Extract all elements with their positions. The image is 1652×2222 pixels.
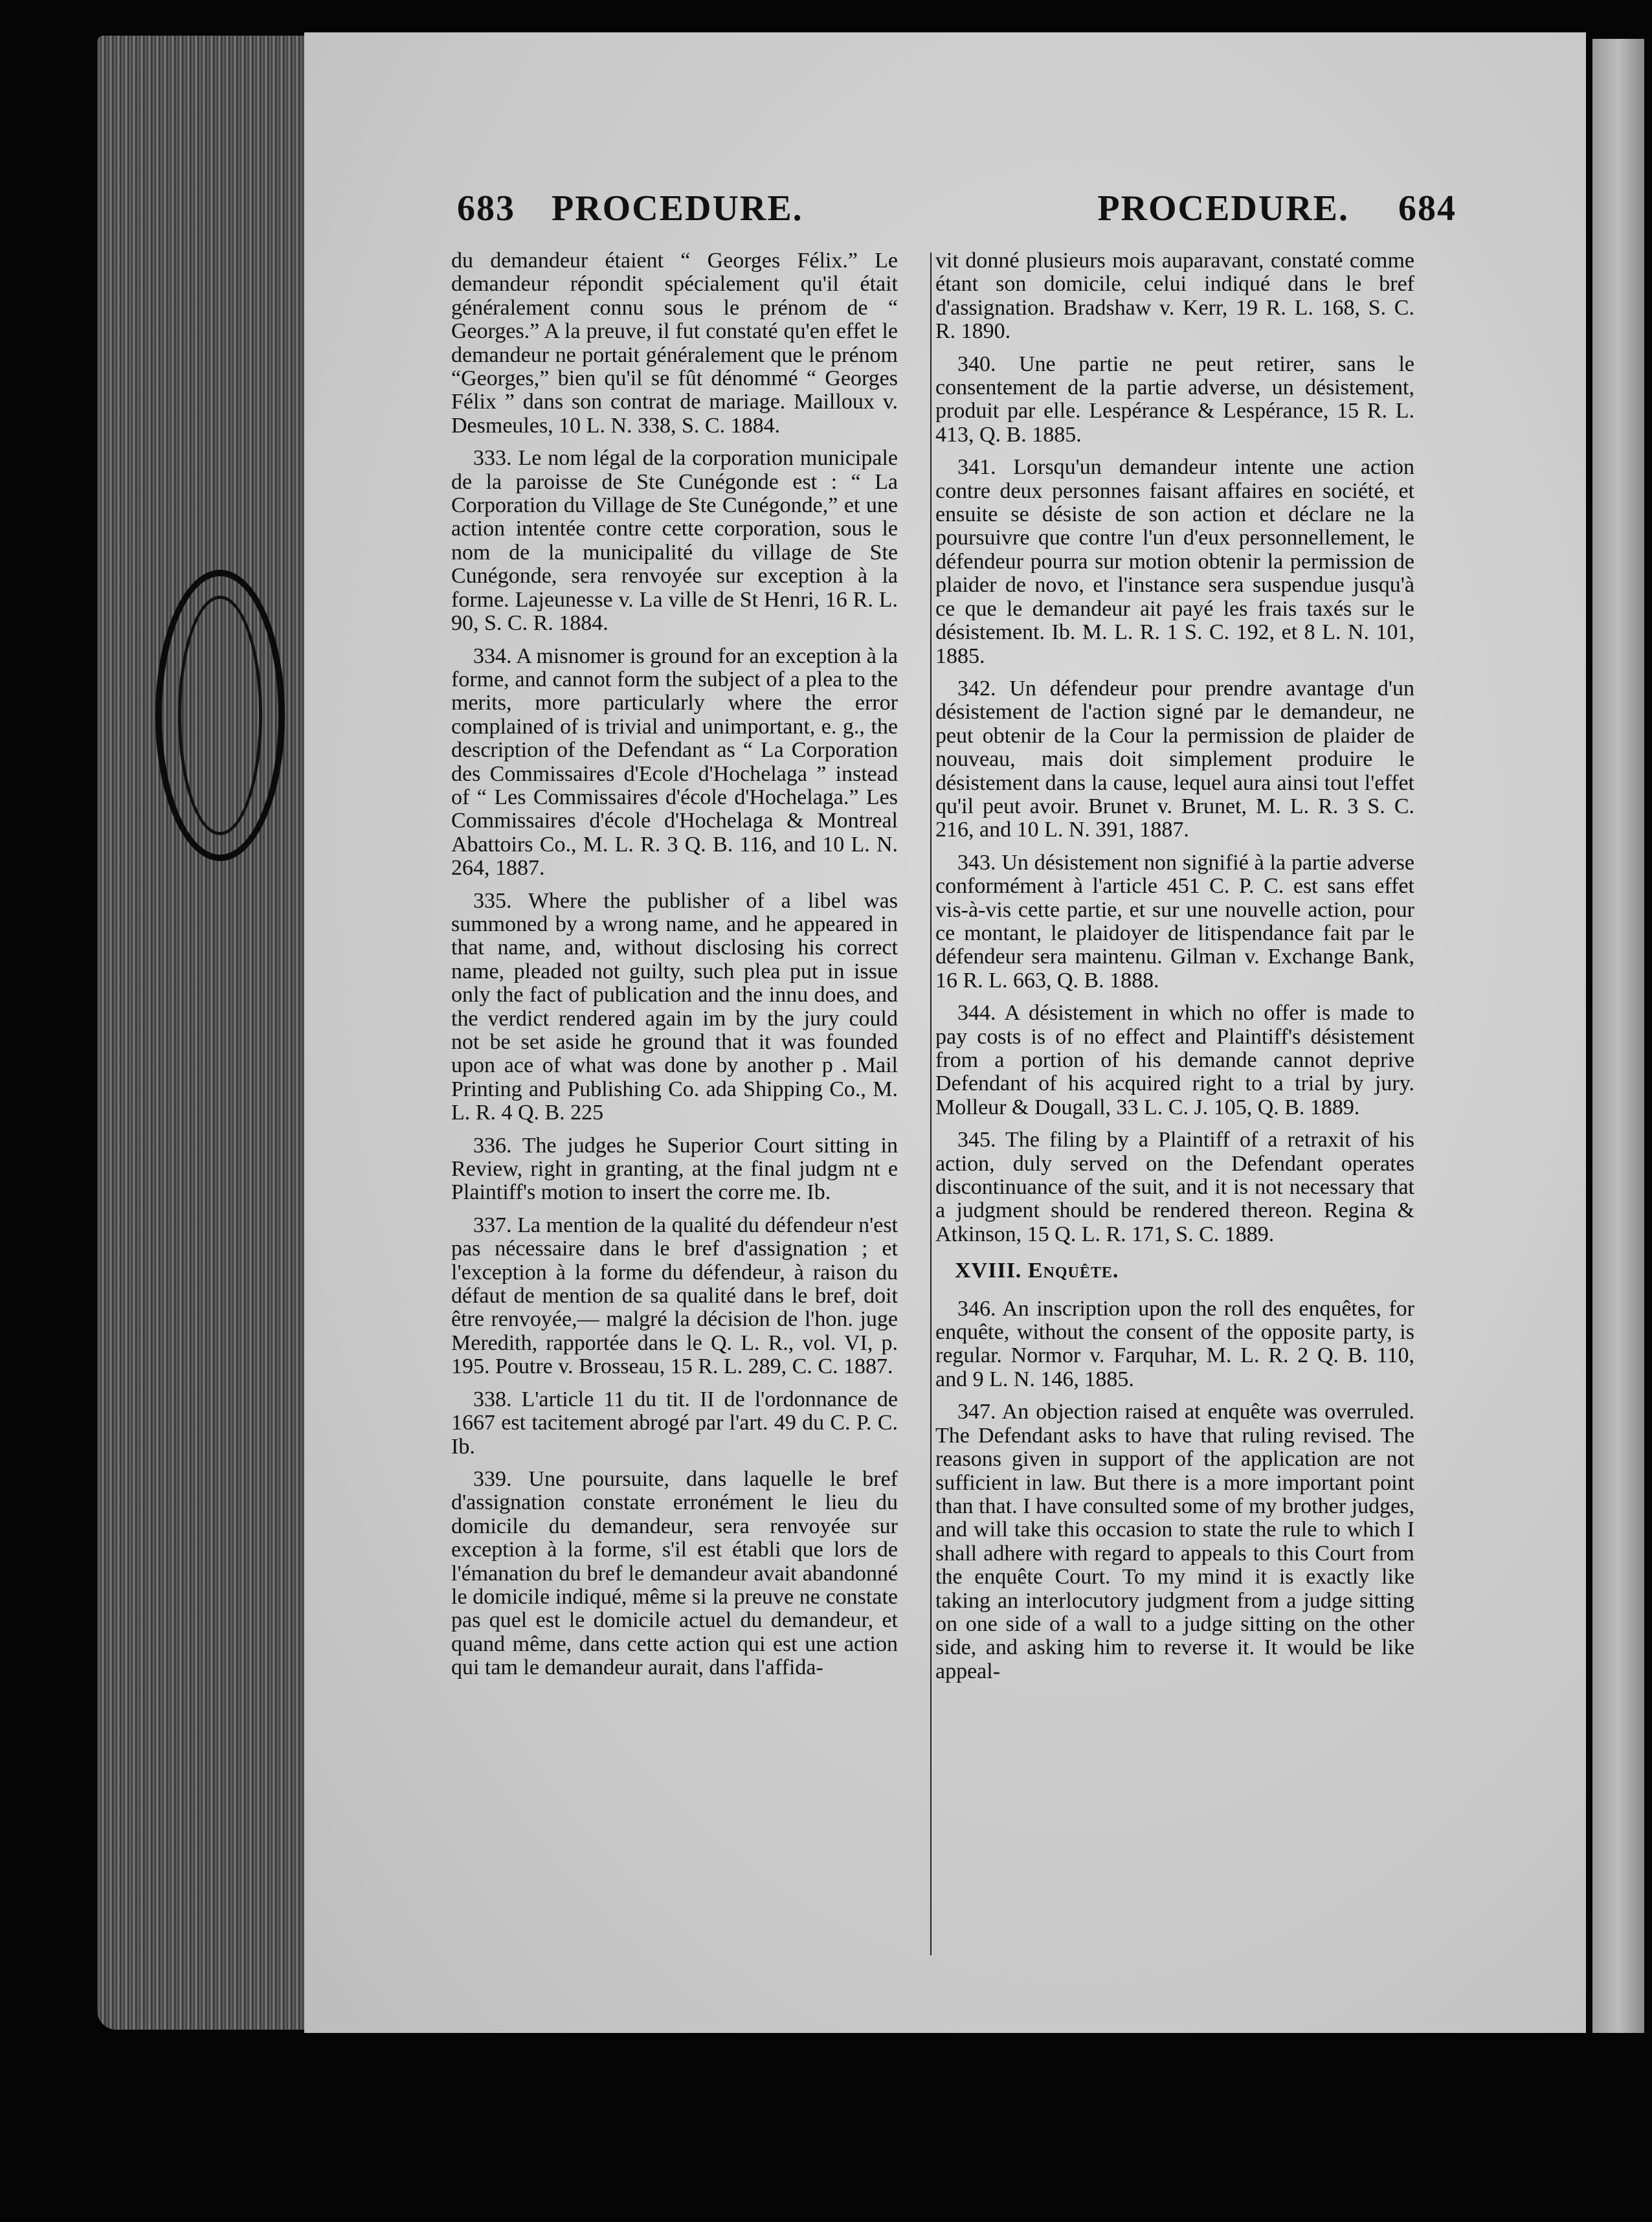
paragraph-345: 345. The filing by a Plaintiff of a retraxit of his action, duly served on the Defendant operates discontinuance of the suit, and it is not necessary that a judgment should be rendered thereon. Regina & Atkinson, 15 Q. L. R. 171, S. C. 1889. (935, 1128, 1414, 1246)
paragraph-338: 338. L'article 11 du tit. II de l'ordonnance de 1667 est tacitement abrogé par l'art. 49 du C. P. C. Ib. (451, 1387, 898, 1459)
right-page-number: 684 (1398, 188, 1457, 229)
right-text-column (935, 249, 1414, 1692)
left-running-title: PROCEDURE. (552, 188, 803, 229)
paragraph-347: 347. An objection raised at enquête was overruled. The Defendant asks to have that ruling revised. The reasons given in support of the application are not sufficient in law. But there is a more important point than that. I have consulted some of my brother judges, and will take this occasion to state the rule to which I shall adhere with regard to appeals to this Court from the enquête Court. To my mind it is exactly like taking an interlocutory judgment from a judge sitting on one side of a wall to a judge sitting on the other side, and asking him to reverse it. It would be like appeal- (935, 1400, 1414, 1683)
next-page-edge (1592, 39, 1644, 2033)
library-stamp (155, 570, 285, 861)
paragraph-334: 334. A misnomer is ground for an exception à la forme, and cannot form the subject of a plea to the merits, more particularly where the error complained of is trivial and unimportant, e. g., the description of the Defendant as “ La Corporation des Commissaires d'Ecole d'Hochelaga ” instead of “ Les Commissaires d'école d'Hochelaga.” Les Commissaires d'école d'Hochelaga & Montreal Abattoirs Co., M. L. R. 3 Q. B. 116, and 10 L. N. 264, 1887. (451, 644, 898, 881)
right-running-title: PROCEDURE. (1097, 188, 1349, 229)
section-heading (935, 1259, 1414, 1283)
section-number: XVIII. (955, 1259, 1022, 1283)
paragraph-333: 333. Le nom légal de la corporation municipale de la paroisse de Ste Cunégonde est : “ La Corporation du Village de Ste Cunégonde,” et une action intentée contre cette corporation, sous le nom de la municipalité du village de Ste Cunégonde, sera renvoyée sur exception à la forme. Lajeunesse v. La ville de St Henri, 16 R. L. 90, S. C. R. 1884. (451, 446, 898, 636)
paragraph-344: 344. A désistement in which no offer is made to pay costs is of no effect and Plaintiff's désistement from a portion of his demande cannot deprive Defendant of his acquired right to a trial by jury. Molleur & Dougall, 33 L. C. J. 105, Q. B. 1889. (935, 1001, 1414, 1119)
paragraph-340: 340. Une partie ne peut retirer, sans le consentement de la partie adverse, un désistement, produit par elle. Lespérance & Lespérance, 15 R. L. 413, Q. B. 1885. (935, 352, 1414, 447)
paragraph-336: 336. The judges he Superior Court sitting in Review, right in granting, at the final judgm nt e Plaintiff's motion to insert the corre me. Ib. (451, 1133, 898, 1205)
paragraph-339-continued: vit donné plusieurs mois auparavant, constaté comme étant son domicile, celui indiqué dans le bref d'assignation. Bradshaw v. Kerr, 19 R. L. 168, S. C. R. 1890. (935, 249, 1414, 344)
paragraph-341: 341. Lorsqu'un demandeur intente une action contre deux personnes faisant affaires en société, et ensuite se désiste de son action et déclare ne la poursuivre que contre l'un d'eux personnellement, le défendeur pourra sur motion obtenir la permission de plaider de novo, et l'instance sera suspendue jusqu'à ce que le demandeur ait payé les frais taxés sur le désistement. Ib. M. L. R. 1 S. C. 192, et 8 L. N. 101, 1885. (935, 455, 1414, 668)
paragraph-continued: du demandeur étaient “ Georges Félix.” Le demandeur répondit spécialement qu'il était généralement connu sous le prénom de “ Georges.” A la preuve, il fut constaté qu'en effet le demandeur ne portait généralement que le prénom “Georges,” bien qu'il se fût dénommé “ Georges Félix ” dans son contrat de mariage. Mailloux v. Desmeules, 10 L. N. 338, S. C. 1884. (451, 249, 898, 438)
paragraph-337: 337. La mention de la qualité du défendeur n'est pas nécessaire dans le bref d'assignation ; et l'exception à la forme du défendeur, à raison du défaut de mention de sa qualité dans le bref, doit être renvoyée,— malgré la décision de l'hon. juge Meredith, rapportée dans le Q. L. R., vol. VI, p. 195. Poutre v. Brosseau, 15 R. L. 289, C. C. 1887. (451, 1213, 898, 1379)
right-page-header (1094, 188, 1457, 240)
library-stamp-inner-ring (178, 596, 262, 835)
paragraph-346: 346. An inscription upon the roll des enquêtes, for enquête, without the consent of the opposite party, is regular. Normor v. Farquhar, M. L. R. 2 Q. B. 110, and 9 L. N. 146, 1885. (935, 1296, 1414, 1391)
section-title: Enquête. (1027, 1259, 1119, 1283)
book-page-edges (97, 36, 311, 2030)
paragraph-342: 342. Un défendeur pour prendre avantage d'un désistement de l'action signé par le demandeur, ne peut obtenir de la Cour la permission de plaider de nouveau, mais doit simplement produire le désistement dans la cause, lequel aura ainsi tout l'effet qu'il peut avoir. Brunet v. Brunet, M. L. R. 3 S. C. 216, and 10 L. N. 391, 1887. (935, 676, 1414, 842)
left-text-column (451, 249, 898, 1689)
column-divider (930, 252, 932, 1955)
paragraph-339: 339. Une poursuite, dans laquelle le bref d'assignation constate erronément le lieu du domicile du demandeur, sera renvoyée sur exception à la forme, s'il est établi que lors de l'émanation du bref le demandeur avait abandonné le domicile indiqué, même si la preuve ne constate pas quel est le domicile actuel du demandeur, et quand même, dans cette action qui est une action qui tam le demandeur aurait, dans l'affida- (451, 1466, 898, 1680)
paragraph-343: 343. Un désistement non signifié à la partie adverse conformément à l'article 451 C. P. C. est sans effet vis-à-vis cette partie, et sur une nouvelle action, pour ce montant, le plaidoyer de litispendance fait par le défendeur sera maintenu. Gilman v. Exchange Bank, 16 R. L. 663, Q. B. 1888. (935, 850, 1414, 993)
left-page-number: 683 (457, 188, 515, 229)
left-page-header (457, 188, 845, 240)
paragraph-335: 335. Where the publisher of a libel was summoned by a wrong name, and he appeared in that name, and, without disclosing his correct name, pleaded not guilty, such plea put in issue only the fact of publication and the innu does, and the verdict rendered again im by the jury could not be set aside he ground that it was founded upon ace of what was done by another p . Mail Printing and Publishing Co. ada Shipping Co., M. L. R. 4 Q. B. 225 (451, 888, 898, 1125)
